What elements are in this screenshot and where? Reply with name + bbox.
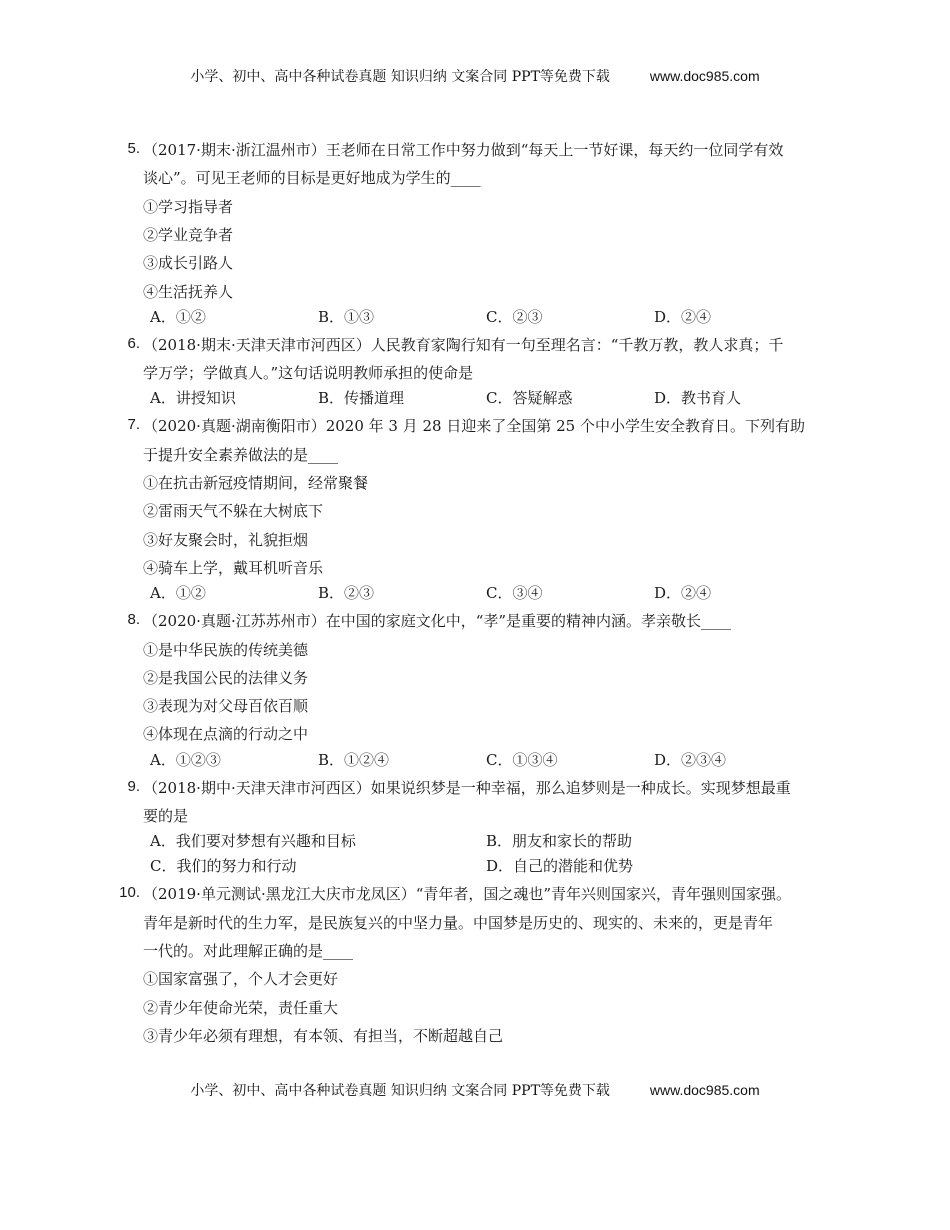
answer-option: B．②③: [318, 584, 375, 603]
statement-item: ②青少年使命光荣，责任重大: [143, 998, 339, 1017]
statement-item: ②雷雨天气不躲在大树底下: [143, 502, 324, 521]
answer-option: D．②④: [654, 307, 712, 326]
question-text: 青年是新时代的生力军，是民族复兴的中坚力量。中国梦是历史的、现实的、未来的，更是青年: [143, 913, 774, 932]
statement-item: ①国家富强了，个人才会更好: [143, 970, 339, 989]
statement-item: ④生活抚养人: [143, 282, 234, 301]
statement-item: ④骑车上学，戴耳机听音乐: [143, 558, 324, 577]
question-text: （2017·期末·浙江温州市）王老师在日常工作中努力做到“每天上一节好课，每天约一位同学有效: [143, 141, 784, 159]
answer-option: D．②③④: [654, 750, 727, 769]
statement-item: ①是中华民族的传统美德: [143, 640, 309, 659]
statement-item: ②学业竞争者: [143, 225, 234, 244]
question-number: 8.: [127, 611, 140, 629]
answer-option: D．②④: [654, 584, 712, 603]
question-number: 6.: [127, 334, 140, 352]
page-footer: [0, 1080, 950, 1100]
question-text: （2019·单元测试·黑龙江大庆市龙凤区）“青年者，国之魂也”青年兴则国家兴，青年强则国家强。: [143, 885, 792, 904]
statement-item: ④体现在点滴的行动之中: [143, 725, 309, 744]
footer-text: 小学、初中、高中各种试卷真题 知识归纳 文案合同 PPT等免费下载: [190, 1083, 610, 1099]
question-number: 10.: [119, 884, 140, 902]
answer-option: C．答疑解惑: [486, 389, 573, 408]
answer-option: C．②③: [486, 307, 543, 326]
statement-item: ①在抗击新冠疫情期间，经常聚餐: [143, 474, 369, 492]
question-text: （2020·真题·江苏苏州市）在中国的家庭文化中，“孝”是重要的精神内涵。孝亲敬长____: [143, 612, 732, 631]
question-text: （2020·真题·湖南衡阳市）2020 年 3 月 28 日迎来了全国第 25 个中小学生安全教育日。下列有助: [143, 417, 805, 436]
question-text: 学万学；学做真人。”这句话说明教师承担的使命是: [143, 364, 474, 383]
question-text: 于提升安全素养做法的是____: [143, 445, 339, 464]
answer-option: A．①②: [150, 584, 206, 603]
statement-item: ②是我国公民的法律义务: [143, 668, 309, 687]
footer-site-link[interactable]: www.doc985.com: [649, 1082, 760, 1098]
answer-option: D．自己的潜能和优势: [486, 857, 634, 876]
answer-option: B．①③: [318, 307, 375, 326]
page-header: [0, 66, 950, 86]
header-text: 小学、初中、高中各种试卷真题 知识归纳 文案合同 PPT等免费下载: [190, 69, 610, 85]
question-number: 9.: [127, 777, 140, 795]
question-text: 谈心”。可见王老师的目标是更好地成为学生的____: [143, 169, 481, 188]
answer-option: B．传播道理: [318, 389, 405, 408]
answer-option: C．③④: [486, 584, 543, 603]
answer-option: A．①②③: [150, 750, 221, 769]
question-text: （2018·期末·天津天津市河西区）人民教育家陶行知有一句至理名言：“千教万教，教人求真；千: [143, 335, 784, 354]
statement-item: ③表现为对父母百依百顺: [143, 697, 309, 716]
header-site-link[interactable]: www.doc985.com: [649, 68, 760, 84]
statement-item: ③成长引路人: [143, 254, 234, 273]
statement-item: ③好友聚会时，礼貌拒烟: [143, 530, 309, 549]
statement-item: ③青少年必须有理想，有本领、有担当，不断超越自己: [143, 1026, 504, 1045]
statement-item: ①学习指导者: [143, 197, 234, 216]
answer-option: B．朋友和家长的帮助: [486, 832, 633, 851]
answer-option: B．①②④: [318, 750, 390, 769]
answer-option: A．①②: [150, 307, 206, 326]
answer-option: C．我们的努力和行动: [150, 857, 297, 876]
question-text: 一代的。对此理解正确的是____: [143, 941, 354, 960]
question-text: （2018·期中·天津天津市河西区）如果说织梦是一种幸福，那么追梦则是一种成长。实现梦想最重: [143, 778, 791, 797]
question-number: 7.: [127, 416, 140, 434]
question-number: 5.: [127, 140, 140, 157]
question-text: 要的是: [143, 807, 189, 825]
answer-option: A．我们要对梦想有兴趣和目标: [150, 832, 356, 851]
answer-option: D．教书育人: [654, 389, 742, 408]
answer-option: C．①③④: [486, 750, 558, 769]
answer-option: A．讲授知识: [150, 389, 236, 408]
